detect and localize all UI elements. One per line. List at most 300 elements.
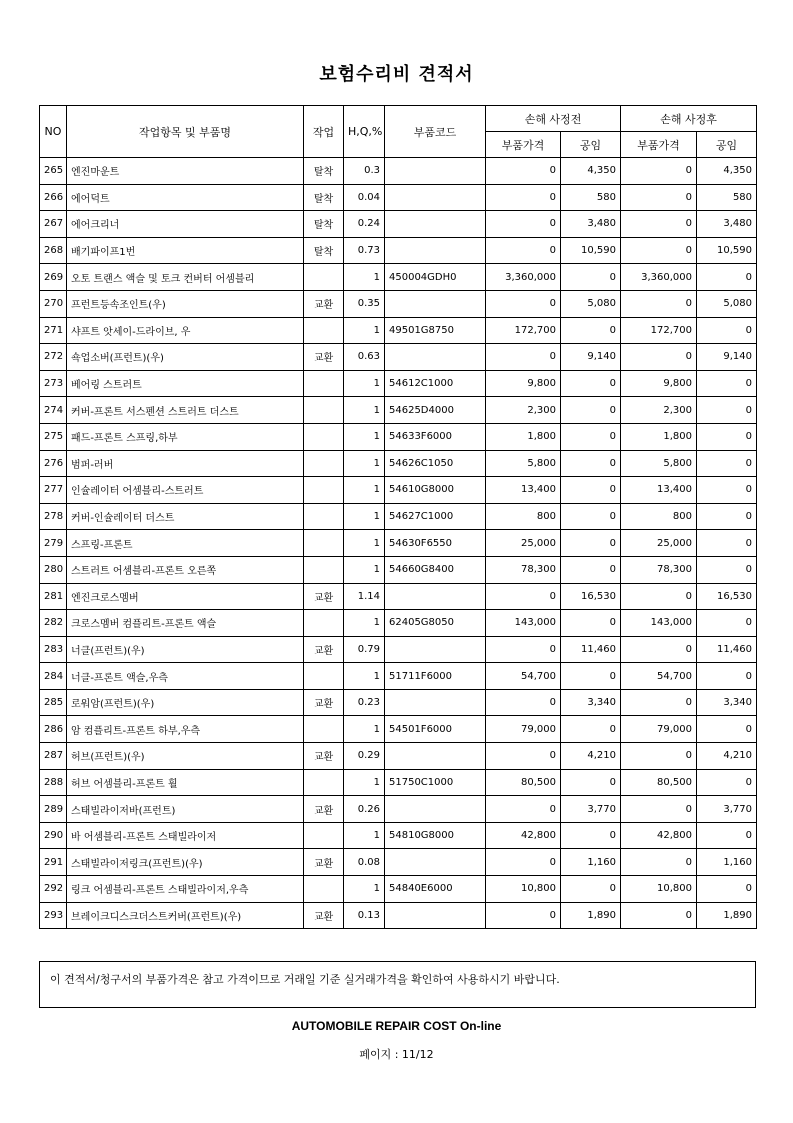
row-work: 교환 bbox=[304, 849, 344, 876]
row-before-price: 3,360,000 bbox=[486, 264, 561, 291]
table-row bbox=[40, 158, 757, 185]
row-after-labor: 0 bbox=[697, 450, 757, 477]
row-no: 286 bbox=[40, 716, 67, 743]
row-before-price: 0 bbox=[486, 158, 561, 185]
row-before-labor: 0 bbox=[561, 610, 621, 637]
row-after-labor: 11,460 bbox=[697, 636, 757, 663]
row-part-code: 54626C1050 bbox=[385, 450, 486, 477]
row-no: 283 bbox=[40, 636, 67, 663]
row-after-price: 3,360,000 bbox=[621, 264, 697, 291]
table-row bbox=[40, 264, 757, 291]
row-no: 281 bbox=[40, 583, 67, 610]
row-after-price: 0 bbox=[621, 796, 697, 823]
row-before-price: 0 bbox=[486, 902, 561, 929]
row-hq: 0.73 bbox=[344, 237, 385, 264]
row-item-name: 베어링 스트러트 bbox=[67, 370, 304, 397]
row-item-name: 에어크리너 bbox=[67, 211, 304, 238]
row-before-labor: 0 bbox=[561, 822, 621, 849]
row-work: 탈착 bbox=[304, 184, 344, 211]
row-part-code: 54627C1000 bbox=[385, 503, 486, 530]
row-before-labor: 0 bbox=[561, 769, 621, 796]
header-before-price: 부품가격 bbox=[486, 132, 561, 158]
row-item-name: 배기파이프1번 bbox=[67, 237, 304, 264]
row-before-labor: 1,890 bbox=[561, 902, 621, 929]
row-item-name: 스프링-프론트 bbox=[67, 530, 304, 557]
row-before-price: 0 bbox=[486, 237, 561, 264]
row-before-labor: 0 bbox=[561, 370, 621, 397]
row-before-labor: 11,460 bbox=[561, 636, 621, 663]
row-before-price: 0 bbox=[486, 689, 561, 716]
row-after-price: 1,800 bbox=[621, 423, 697, 450]
header-after-labor: 공임 bbox=[697, 132, 757, 158]
row-part-code: 54660G8400 bbox=[385, 556, 486, 583]
row-hq: 0.35 bbox=[344, 290, 385, 317]
row-part-code: 54501F6000 bbox=[385, 716, 486, 743]
row-after-price: 0 bbox=[621, 636, 697, 663]
row-hq: 1 bbox=[344, 397, 385, 424]
row-after-labor: 3,480 bbox=[697, 211, 757, 238]
row-work: 교환 bbox=[304, 636, 344, 663]
row-no: 278 bbox=[40, 503, 67, 530]
row-before-price: 0 bbox=[486, 636, 561, 663]
table-row bbox=[40, 636, 757, 663]
row-part-code bbox=[385, 689, 486, 716]
row-before-labor: 3,340 bbox=[561, 689, 621, 716]
row-hq: 1 bbox=[344, 663, 385, 690]
table-row bbox=[40, 769, 757, 796]
row-after-labor: 0 bbox=[697, 503, 757, 530]
row-hq: 1 bbox=[344, 876, 385, 903]
row-after-price: 0 bbox=[621, 743, 697, 770]
row-no: 280 bbox=[40, 556, 67, 583]
row-work bbox=[304, 556, 344, 583]
row-item-name: 엔진마운트 bbox=[67, 158, 304, 185]
row-work bbox=[304, 423, 344, 450]
row-work bbox=[304, 397, 344, 424]
row-before-labor: 0 bbox=[561, 397, 621, 424]
header-before: 손해 사정전 bbox=[486, 106, 621, 132]
row-after-price: 0 bbox=[621, 184, 697, 211]
row-after-labor: 0 bbox=[697, 876, 757, 903]
row-before-labor: 4,350 bbox=[561, 158, 621, 185]
notice-text: 이 견적서/청구서의 부품가격은 참고 가격이므로 거래일 기준 실거래가격을 확인하여 사용하시기 바랍니다. bbox=[50, 973, 560, 986]
row-after-labor: 1,890 bbox=[697, 902, 757, 929]
row-before-price: 800 bbox=[486, 503, 561, 530]
row-item-name: 에어덕트 bbox=[67, 184, 304, 211]
row-after-price: 9,800 bbox=[621, 370, 697, 397]
row-after-labor: 0 bbox=[697, 477, 757, 504]
row-after-labor: 3,770 bbox=[697, 796, 757, 823]
header-work: 작업 bbox=[304, 106, 344, 158]
row-part-code: 54612C1000 bbox=[385, 370, 486, 397]
row-work bbox=[304, 716, 344, 743]
row-item-name: 너클-프론트 액슬,우측 bbox=[67, 663, 304, 690]
row-hq: 1 bbox=[344, 556, 385, 583]
row-work: 탈착 bbox=[304, 211, 344, 238]
row-no: 282 bbox=[40, 610, 67, 637]
row-before-price: 0 bbox=[486, 184, 561, 211]
table-row bbox=[40, 556, 757, 583]
table-row bbox=[40, 849, 757, 876]
row-before-labor: 0 bbox=[561, 530, 621, 557]
row-after-labor: 0 bbox=[697, 556, 757, 583]
row-hq: 1 bbox=[344, 716, 385, 743]
row-after-price: 2,300 bbox=[621, 397, 697, 424]
table-row bbox=[40, 317, 757, 344]
table-row bbox=[40, 743, 757, 770]
table-row bbox=[40, 211, 757, 238]
row-no: 285 bbox=[40, 689, 67, 716]
row-before-price: 25,000 bbox=[486, 530, 561, 557]
row-item-name: 범퍼-러버 bbox=[67, 450, 304, 477]
row-item-name: 인슐레이터 어셈블리-스트러트 bbox=[67, 477, 304, 504]
row-work: 교환 bbox=[304, 902, 344, 929]
row-no: 266 bbox=[40, 184, 67, 211]
row-after-price: 79,000 bbox=[621, 716, 697, 743]
row-before-labor: 0 bbox=[561, 423, 621, 450]
row-item-name: 허브(프런트)(우) bbox=[67, 743, 304, 770]
row-no: 279 bbox=[40, 530, 67, 557]
row-hq: 0.04 bbox=[344, 184, 385, 211]
table-row bbox=[40, 663, 757, 690]
row-no: 276 bbox=[40, 450, 67, 477]
row-item-name: 샤프트 앗세이-드라이브, 우 bbox=[67, 317, 304, 344]
row-after-labor: 5,080 bbox=[697, 290, 757, 317]
row-work: 교환 bbox=[304, 583, 344, 610]
row-before-price: 42,800 bbox=[486, 822, 561, 849]
row-before-price: 78,300 bbox=[486, 556, 561, 583]
row-no: 268 bbox=[40, 237, 67, 264]
table-row bbox=[40, 503, 757, 530]
row-no: 277 bbox=[40, 477, 67, 504]
row-part-code: 54840E6000 bbox=[385, 876, 486, 903]
row-hq: 0.3 bbox=[344, 158, 385, 185]
row-part-code: 54610G8000 bbox=[385, 477, 486, 504]
row-hq: 0.08 bbox=[344, 849, 385, 876]
row-after-price: 42,800 bbox=[621, 822, 697, 849]
row-after-labor: 0 bbox=[697, 370, 757, 397]
row-item-name: 바 어셈블리-프론트 스태빌라이저 bbox=[67, 822, 304, 849]
row-work bbox=[304, 610, 344, 637]
header-no: NO bbox=[40, 106, 67, 158]
row-no: 272 bbox=[40, 344, 67, 371]
row-part-code bbox=[385, 290, 486, 317]
row-before-labor: 0 bbox=[561, 716, 621, 743]
row-before-labor: 10,590 bbox=[561, 237, 621, 264]
row-before-price: 2,300 bbox=[486, 397, 561, 424]
row-item-name: 스태빌라이저링크(프런트)(우) bbox=[67, 849, 304, 876]
table-row bbox=[40, 477, 757, 504]
row-after-labor: 0 bbox=[697, 397, 757, 424]
row-after-labor: 0 bbox=[697, 423, 757, 450]
row-item-name: 허브 어셈블리-프론트 휠 bbox=[67, 769, 304, 796]
row-before-labor: 3,480 bbox=[561, 211, 621, 238]
row-after-price: 800 bbox=[621, 503, 697, 530]
row-part-code: 54630F6550 bbox=[385, 530, 486, 557]
table-row bbox=[40, 344, 757, 371]
row-item-name: 엔진크로스멤버 bbox=[67, 583, 304, 610]
row-work bbox=[304, 876, 344, 903]
row-item-name: 브레이크디스크더스트커버(프런트)(우) bbox=[67, 902, 304, 929]
row-work bbox=[304, 663, 344, 690]
row-after-labor: 580 bbox=[697, 184, 757, 211]
table-row bbox=[40, 796, 757, 823]
row-hq: 0.26 bbox=[344, 796, 385, 823]
row-before-price: 0 bbox=[486, 849, 561, 876]
row-before-price: 9,800 bbox=[486, 370, 561, 397]
row-after-price: 54,700 bbox=[621, 663, 697, 690]
row-after-price: 143,000 bbox=[621, 610, 697, 637]
row-part-code: 450004GDH0 bbox=[385, 264, 486, 291]
row-no: 291 bbox=[40, 849, 67, 876]
row-after-price: 0 bbox=[621, 849, 697, 876]
row-part-code bbox=[385, 902, 486, 929]
row-after-labor: 0 bbox=[697, 716, 757, 743]
row-after-labor: 9,140 bbox=[697, 344, 757, 371]
row-hq: 1 bbox=[344, 610, 385, 637]
row-after-price: 78,300 bbox=[621, 556, 697, 583]
row-before-labor: 1,160 bbox=[561, 849, 621, 876]
row-before-price: 0 bbox=[486, 743, 561, 770]
row-hq: 0.29 bbox=[344, 743, 385, 770]
header-code: 부품코드 bbox=[385, 106, 486, 158]
row-work: 교환 bbox=[304, 344, 344, 371]
row-work bbox=[304, 477, 344, 504]
row-hq: 1 bbox=[344, 769, 385, 796]
table-row bbox=[40, 450, 757, 477]
row-part-code bbox=[385, 158, 486, 185]
row-before-price: 10,800 bbox=[486, 876, 561, 903]
table-row bbox=[40, 397, 757, 424]
row-hq: 1 bbox=[344, 503, 385, 530]
row-before-price: 54,700 bbox=[486, 663, 561, 690]
row-after-price: 13,400 bbox=[621, 477, 697, 504]
row-before-price: 5,800 bbox=[486, 450, 561, 477]
row-part-code: 51711F6000 bbox=[385, 663, 486, 690]
table-row bbox=[40, 530, 757, 557]
estimate-rows bbox=[40, 158, 757, 929]
row-after-price: 0 bbox=[621, 290, 697, 317]
row-work bbox=[304, 264, 344, 291]
row-hq: 0.79 bbox=[344, 636, 385, 663]
row-after-labor: 0 bbox=[697, 663, 757, 690]
row-before-labor: 9,140 bbox=[561, 344, 621, 371]
row-no: 290 bbox=[40, 822, 67, 849]
row-before-price: 13,400 bbox=[486, 477, 561, 504]
page-number: 페이지 : 11/12 bbox=[359, 1048, 434, 1061]
row-work: 교환 bbox=[304, 290, 344, 317]
row-work: 탈착 bbox=[304, 158, 344, 185]
row-no: 287 bbox=[40, 743, 67, 770]
row-work: 교환 bbox=[304, 743, 344, 770]
row-before-price: 143,000 bbox=[486, 610, 561, 637]
row-before-labor: 0 bbox=[561, 317, 621, 344]
header-after-price: 부품가격 bbox=[621, 132, 697, 158]
row-item-name: 스트러트 어셈블리-프론트 오른쪽 bbox=[67, 556, 304, 583]
table-row bbox=[40, 370, 757, 397]
row-before-price: 80,500 bbox=[486, 769, 561, 796]
row-before-price: 0 bbox=[486, 344, 561, 371]
row-before-labor: 4,210 bbox=[561, 743, 621, 770]
row-before-labor: 0 bbox=[561, 264, 621, 291]
table-row bbox=[40, 583, 757, 610]
row-item-name: 커버-인슐레이터 더스트 bbox=[67, 503, 304, 530]
footer-brand: AUTOMOBILE REPAIR COST On-line bbox=[291, 1019, 502, 1033]
row-part-code: 51750C1000 bbox=[385, 769, 486, 796]
row-work bbox=[304, 822, 344, 849]
row-after-labor: 10,590 bbox=[697, 237, 757, 264]
row-no: 274 bbox=[40, 397, 67, 424]
row-work bbox=[304, 450, 344, 477]
row-before-labor: 0 bbox=[561, 556, 621, 583]
row-before-price: 0 bbox=[486, 583, 561, 610]
header-before-labor: 공임 bbox=[561, 132, 621, 158]
row-no: 288 bbox=[40, 769, 67, 796]
table-row bbox=[40, 184, 757, 211]
row-no: 269 bbox=[40, 264, 67, 291]
row-hq: 0.24 bbox=[344, 211, 385, 238]
row-no: 273 bbox=[40, 370, 67, 397]
row-item-name: 로워암(프런트)(우) bbox=[67, 689, 304, 716]
table-row bbox=[40, 610, 757, 637]
row-no: 293 bbox=[40, 902, 67, 929]
row-after-price: 80,500 bbox=[621, 769, 697, 796]
document-title: 보험수리비 견적서 bbox=[319, 64, 474, 85]
row-before-labor: 3,770 bbox=[561, 796, 621, 823]
row-part-code bbox=[385, 184, 486, 211]
row-no: 267 bbox=[40, 211, 67, 238]
row-item-name: 스태빌라이저바(프런트) bbox=[67, 796, 304, 823]
row-hq: 1 bbox=[344, 822, 385, 849]
row-part-code bbox=[385, 344, 486, 371]
row-before-price: 1,800 bbox=[486, 423, 561, 450]
row-before-labor: 580 bbox=[561, 184, 621, 211]
row-work: 교환 bbox=[304, 796, 344, 823]
row-before-labor: 0 bbox=[561, 876, 621, 903]
row-hq: 1 bbox=[344, 423, 385, 450]
row-before-price: 172,700 bbox=[486, 317, 561, 344]
row-no: 271 bbox=[40, 317, 67, 344]
row-before-labor: 0 bbox=[561, 663, 621, 690]
row-before-labor: 5,080 bbox=[561, 290, 621, 317]
row-hq: 1 bbox=[344, 317, 385, 344]
row-after-price: 0 bbox=[621, 344, 697, 371]
row-after-labor: 1,160 bbox=[697, 849, 757, 876]
row-no: 275 bbox=[40, 423, 67, 450]
row-part-code: 54625D4000 bbox=[385, 397, 486, 424]
row-before-price: 79,000 bbox=[486, 716, 561, 743]
row-work bbox=[304, 503, 344, 530]
row-after-labor: 0 bbox=[697, 822, 757, 849]
row-after-price: 0 bbox=[621, 158, 697, 185]
row-before-price: 0 bbox=[486, 290, 561, 317]
row-hq: 0.13 bbox=[344, 902, 385, 929]
row-item-name: 프런트등속조인트(우) bbox=[67, 290, 304, 317]
row-after-price: 0 bbox=[621, 211, 697, 238]
table-row bbox=[40, 423, 757, 450]
row-work bbox=[304, 317, 344, 344]
row-after-price: 0 bbox=[621, 902, 697, 929]
row-item-name: 패드-프론트 스프링,하부 bbox=[67, 423, 304, 450]
row-no: 289 bbox=[40, 796, 67, 823]
row-hq: 0.63 bbox=[344, 344, 385, 371]
row-part-code bbox=[385, 211, 486, 238]
table-row bbox=[40, 237, 757, 264]
row-after-price: 25,000 bbox=[621, 530, 697, 557]
row-part-code bbox=[385, 583, 486, 610]
table-row bbox=[40, 290, 757, 317]
row-part-code bbox=[385, 796, 486, 823]
header-hq: H,Q,% bbox=[344, 106, 385, 158]
table-row bbox=[40, 902, 757, 929]
row-work bbox=[304, 769, 344, 796]
row-no: 292 bbox=[40, 876, 67, 903]
row-item-name: 오토 트랜스 액슬 및 토크 컨버터 어셈블리 bbox=[67, 264, 304, 291]
row-part-code: 54633F6000 bbox=[385, 423, 486, 450]
row-after-price: 0 bbox=[621, 237, 697, 264]
row-after-labor: 4,350 bbox=[697, 158, 757, 185]
row-hq: 1 bbox=[344, 477, 385, 504]
row-hq: 1.14 bbox=[344, 583, 385, 610]
row-after-labor: 0 bbox=[697, 530, 757, 557]
row-hq: 0.23 bbox=[344, 689, 385, 716]
header-item: 작업항목 및 부품명 bbox=[67, 106, 304, 158]
row-item-name: 크로스멤버 컴플리트-프론트 액슬 bbox=[67, 610, 304, 637]
row-item-name: 커버-프론트 서스펜션 스트러트 더스트 bbox=[67, 397, 304, 424]
row-after-price: 172,700 bbox=[621, 317, 697, 344]
table-row bbox=[40, 876, 757, 903]
row-before-price: 0 bbox=[486, 796, 561, 823]
row-before-labor: 0 bbox=[561, 503, 621, 530]
row-item-name: 암 컴플리트-프론트 하부,우측 bbox=[67, 716, 304, 743]
row-part-code: 62405G8050 bbox=[385, 610, 486, 637]
row-after-labor: 16,530 bbox=[697, 583, 757, 610]
row-work: 교환 bbox=[304, 689, 344, 716]
row-after-labor: 0 bbox=[697, 769, 757, 796]
row-after-labor: 4,210 bbox=[697, 743, 757, 770]
row-after-labor: 3,340 bbox=[697, 689, 757, 716]
row-part-code bbox=[385, 849, 486, 876]
table-row bbox=[40, 822, 757, 849]
table-row bbox=[40, 689, 757, 716]
row-work: 탈착 bbox=[304, 237, 344, 264]
row-before-price: 0 bbox=[486, 211, 561, 238]
row-part-code: 49501G8750 bbox=[385, 317, 486, 344]
header-after: 손해 사정후 bbox=[621, 106, 757, 132]
row-after-labor: 0 bbox=[697, 317, 757, 344]
row-hq: 1 bbox=[344, 530, 385, 557]
row-before-labor: 0 bbox=[561, 477, 621, 504]
row-hq: 1 bbox=[344, 450, 385, 477]
row-no: 284 bbox=[40, 663, 67, 690]
row-hq: 1 bbox=[344, 370, 385, 397]
row-item-name: 링크 어셈블리-프론트 스태빌라이저,우측 bbox=[67, 876, 304, 903]
row-item-name: 너클(프런트)(우) bbox=[67, 636, 304, 663]
row-no: 270 bbox=[40, 290, 67, 317]
row-part-code bbox=[385, 636, 486, 663]
row-hq: 1 bbox=[344, 264, 385, 291]
row-work bbox=[304, 530, 344, 557]
row-work bbox=[304, 370, 344, 397]
row-after-labor: 0 bbox=[697, 264, 757, 291]
notice-box bbox=[39, 961, 756, 1008]
row-after-price: 0 bbox=[621, 583, 697, 610]
row-part-code bbox=[385, 743, 486, 770]
row-part-code: 54810G8000 bbox=[385, 822, 486, 849]
row-item-name: 쇽업소버(프런트)(우) bbox=[67, 344, 304, 371]
table-row bbox=[40, 716, 757, 743]
estimate-table bbox=[39, 105, 757, 929]
